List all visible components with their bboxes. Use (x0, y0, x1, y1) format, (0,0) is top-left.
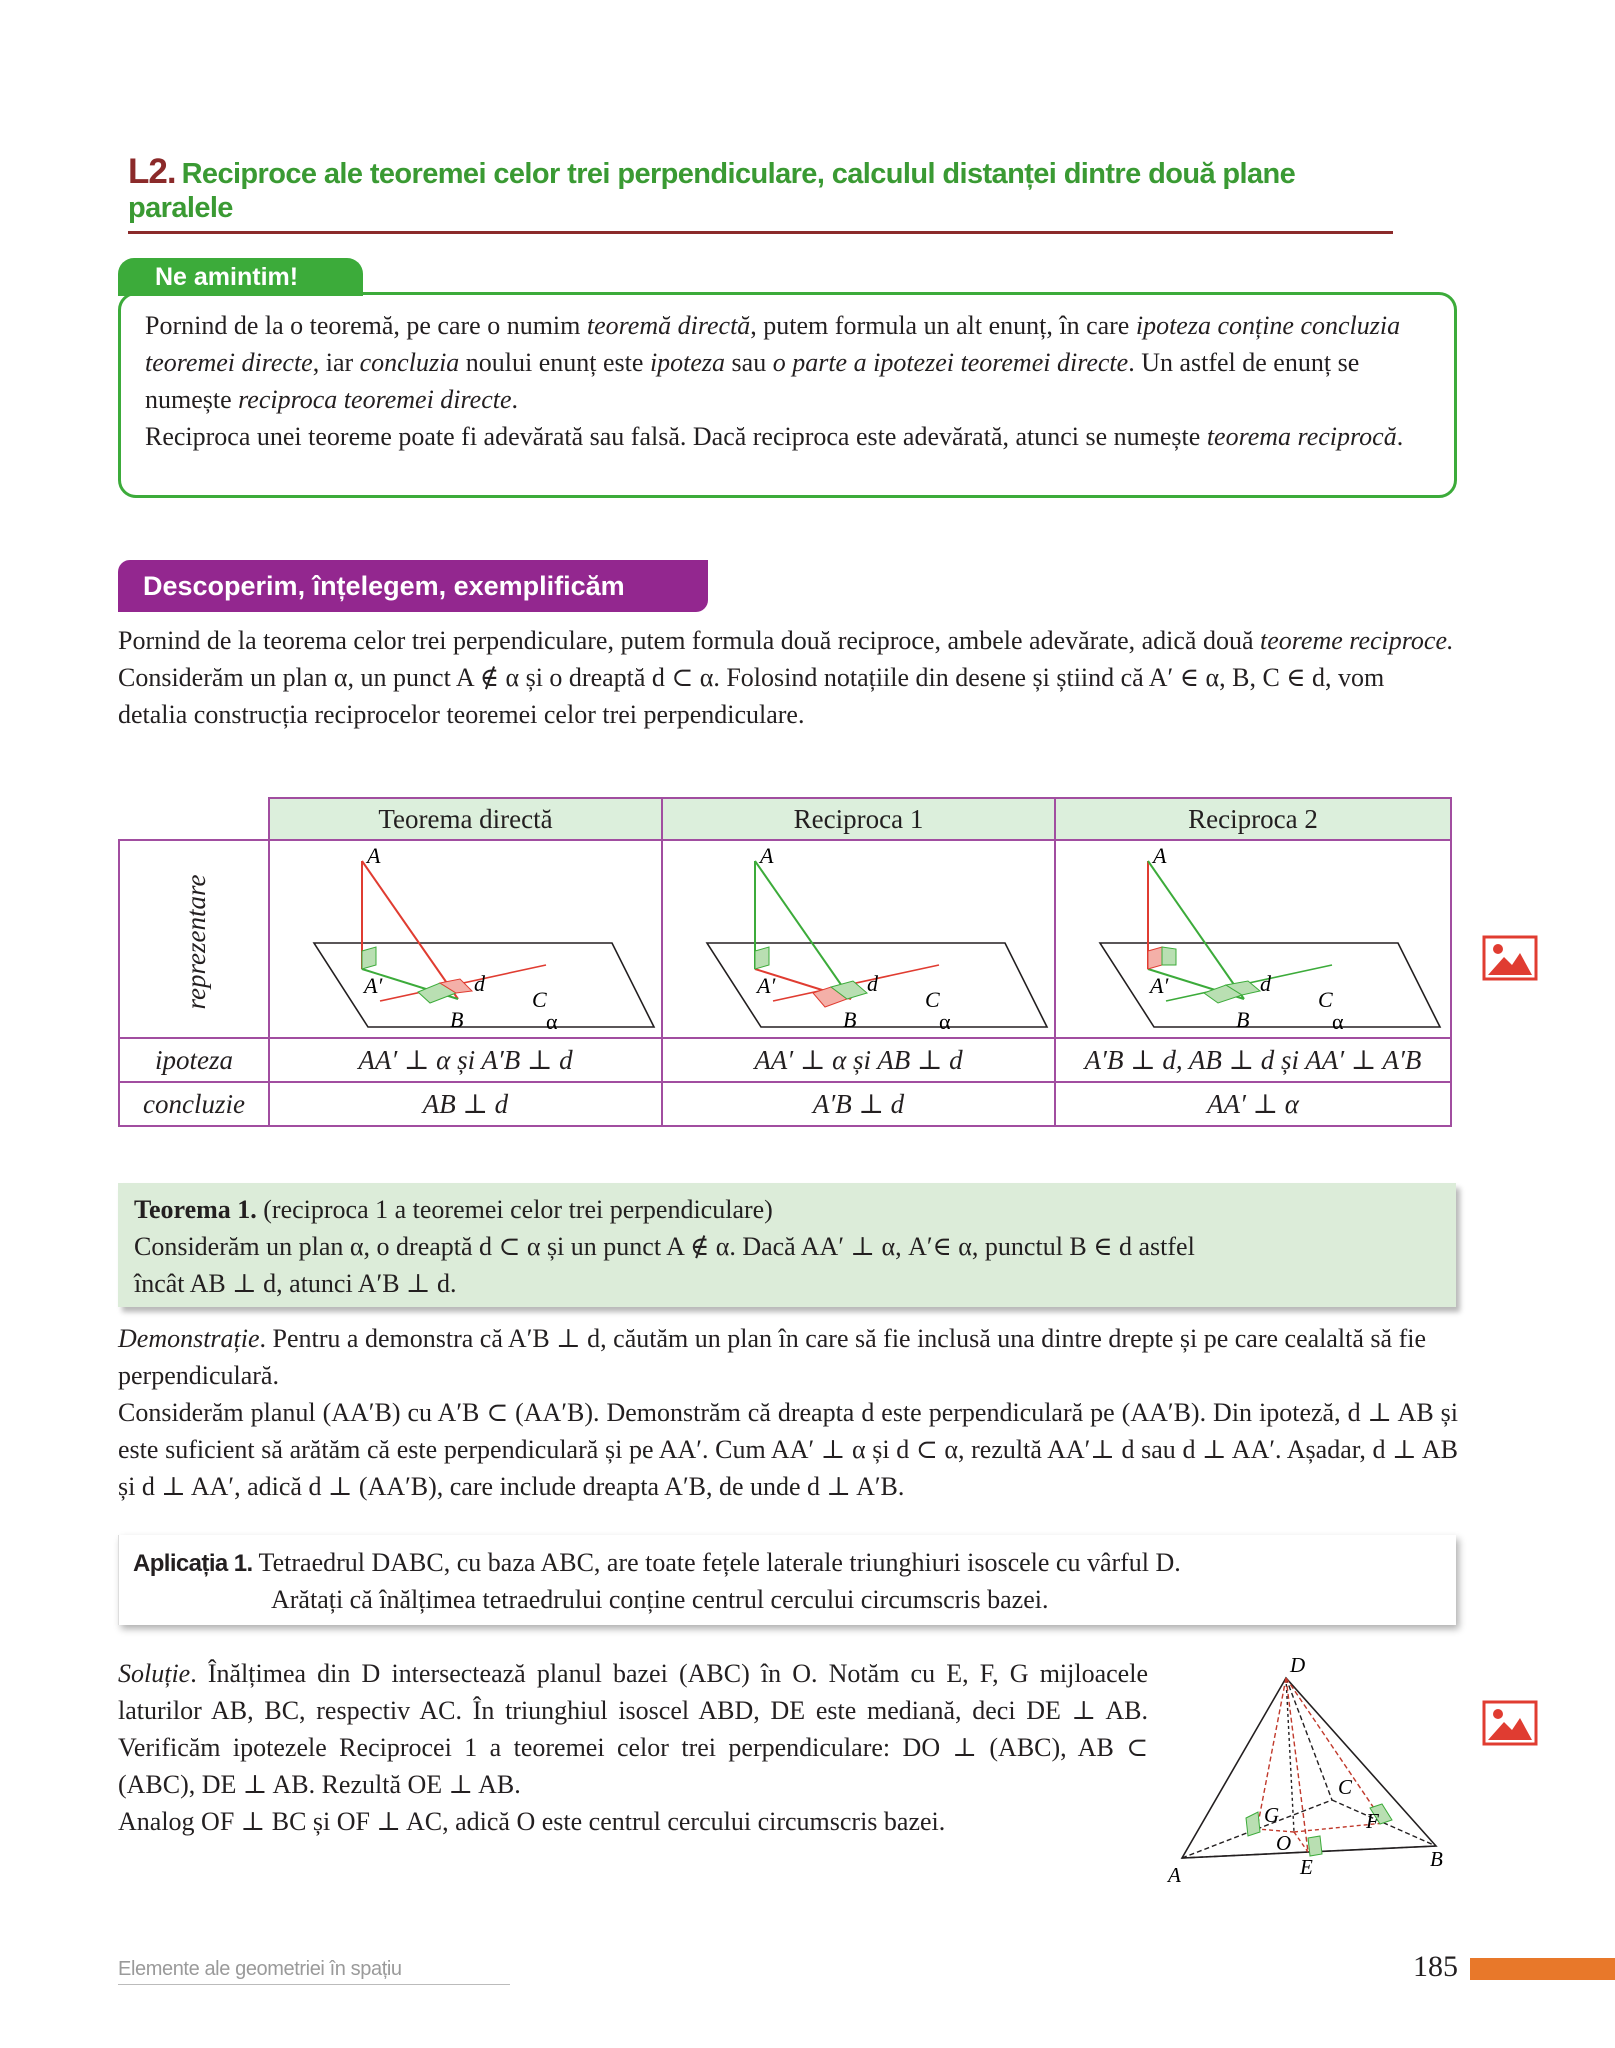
proof (118, 1320, 1458, 1505)
tetra-label-B: B (1430, 1847, 1443, 1871)
fig1-label-B: B (450, 1007, 464, 1032)
hypothesis-direct: AA′ ⊥ α și A′B ⊥ d (268, 1037, 663, 1083)
fig2-label-B: B (843, 1007, 857, 1032)
fig3-label-A-prime: A′ (1150, 973, 1169, 998)
application-box (118, 1535, 1456, 1625)
column-header-reciprocal-2: Reciproca 2 (1054, 797, 1452, 841)
proof-paragraph-2: Considerăm planul (AA′B) cu A′B ⊂ (AA′B). Demonstrăm că dreapta d este perpendiculară pe (AA′B). Din ipoteză, d ⊥ AB și este suficient să arătăm că este perpendiculară și pe AA′. Cum AA′ ⊥ α și d ⊂ α, rezultă AA′⊥ d sau d ⊥ AA′. Așadar, d ⊥ AB și d ⊥ AA′, adică d ⊥ (AA′B), care include dreapta A′B, de unde d ⊥ A′B. (118, 1398, 1458, 1501)
solution-paragraph: Soluție. Înălțimea din D intersectează planul bazei (ABC) în O. Notăm cu E, F, G mijloacele laturilor AB, BC, respectiv AC. În triunghiul isoscel ABD, DE este mediană, deci DE ⊥ AB. Verificăm ipotezele Reciprocei 1 a teoremei celor trei perpendiculare: DO ⊥ (ABC), AB ⊂ (ABC), DE ⊥ AB. Rezultă OE ⊥ AB. (118, 1659, 1148, 1799)
page-number: 185 (1413, 1950, 1458, 1983)
fig2-label-d: d (867, 971, 878, 996)
lesson-code: L2. (128, 152, 176, 191)
tetra-label-C: C (1338, 1775, 1353, 1799)
theorem-line-2: Considerăm un plan α, o dreaptă d ⊂ α și un punct A ∉ α. Dacă AA′ ⊥ α, A′∈ α, punctul B ∈ d astfel (134, 1232, 1195, 1261)
application-line-1: Aplicația 1. Tetraedrul DABC, cu baza ABC, are toate fețele laterale triunghiuri isoscele cu vârful D. (133, 1548, 1181, 1577)
fig1-label-C: C (532, 987, 547, 1012)
fig3-label-C: C (1318, 987, 1333, 1012)
theorem-title: Teorema 1. (reciproca 1 a teoremei celor trei perpendiculare) (134, 1195, 773, 1224)
conclusion-reciprocal-2: AA′ ⊥ α (1054, 1081, 1452, 1127)
fig3-label-alpha: α (1332, 1009, 1344, 1034)
tetra-label-A: A (1168, 1863, 1181, 1887)
figure-reciprocal-2 (1054, 839, 1452, 1039)
tetrahedron-figure (1160, 1650, 1460, 1890)
solution-last-line: Analog OF ⊥ BC și OF ⊥ AC, adică O este centrul cercului circumscris bazei. (118, 1807, 946, 1836)
column-header-reciprocal-1: Reciproca 1 (661, 797, 1056, 841)
proof-paragraph-1: Demonstrație. Pentru a demonstra că A′B ⊥ d, căutăm un plan în care să fie inclusă una dintre drepte și pe care cealaltă să fie perpendiculară. (118, 1324, 1426, 1390)
theorem-line-3: încât AB ⊥ d, atunci A′B ⊥ d. (134, 1269, 457, 1298)
fig1-label-A: A (367, 843, 381, 868)
recall-paragraph-1: Pornind de la o teoremă, pe care o numim teoremă directă, putem formula un alt enunț, în care ipoteza conține concluzia teoremei directe, iar concluzia noului enunț este ipoteza sau o parte a ipotezei teoremei directe. Un astfel de enunț se numește reciproca teoremei directe. (145, 311, 1401, 414)
image-icon[interactable] (1482, 1700, 1538, 1746)
fig1-label-alpha: α (546, 1009, 558, 1034)
fig2-label-C: C (925, 987, 940, 1012)
fig3-label-B: B (1236, 1007, 1250, 1032)
row-label-figure: reprezentare (181, 874, 211, 1010)
row-label-conclusion: concluzie (118, 1081, 270, 1127)
figure-direct-theorem (268, 839, 663, 1039)
hypothesis-reciprocal-1: AA′ ⊥ α și AB ⊥ d (661, 1037, 1056, 1083)
section-intro (118, 622, 1458, 733)
recall-box (118, 292, 1457, 498)
theorem-box (118, 1183, 1456, 1307)
intro-paragraph-2: Considerăm un plan α, un punct A ∉ α și o dreaptă d ⊂ α. Folosind notațiile din desene și știind că A′ ∈ α, B, C ∈ d, vom detalia construcția reciprocelor teoremei celor trei perpendiculare. (118, 663, 1385, 729)
recall-paragraph-2: Reciproca unei teoreme poate fi adevărată sau falsă. Dacă reciproca este adevărată, atunci se numește teorema reciprocă. (145, 422, 1404, 451)
recall-tab: Ne amintim! (118, 258, 363, 296)
tetra-label-G: G (1264, 1803, 1280, 1827)
fig2-label-A: A (760, 843, 774, 868)
row-label-hypothesis: ipoteza (118, 1037, 270, 1083)
tetra-label-D: D (1290, 1653, 1306, 1677)
fig3-label-A: A (1153, 843, 1167, 868)
solution (118, 1655, 1148, 1840)
tetra-label-O: O (1276, 1831, 1292, 1855)
lesson-heading: Reciproce ale teoremei celor trei perpendiculare, calculul distanței dintre două plane paralele (128, 158, 1296, 224)
page-accent-bar (1470, 1958, 1615, 1980)
application-line-2: Arătați că înălțimea tetraedrului conține centrul cercului circumscris bazei. (271, 1585, 1049, 1614)
tetra-label-F: F (1366, 1809, 1379, 1833)
tetra-label-E: E (1300, 1855, 1313, 1879)
section-heading: Descoperim, înțelegem, exemplificăm (118, 560, 708, 612)
image-icon[interactable] (1482, 935, 1538, 981)
fig2-label-alpha: α (939, 1009, 951, 1034)
row-label-figure-cell (118, 839, 270, 1039)
hypothesis-reciprocal-2: A′B ⊥ d, AB ⊥ d și AA′ ⊥ A′B (1054, 1037, 1452, 1083)
theorems-table (118, 797, 1452, 1127)
fig3-label-d: d (1260, 971, 1271, 996)
intro-paragraph-1: Pornind de la teorema celor trei perpendiculare, putem formula două reciproce, ambele adevărate, adică două teoreme reciproce. (118, 626, 1454, 655)
conclusion-direct: AB ⊥ d (268, 1081, 663, 1127)
figure-reciprocal-1 (661, 839, 1056, 1039)
lesson-title (128, 152, 1393, 234)
footer-chapter-title: Elemente ale geometriei în spațiu (118, 1958, 510, 1985)
column-header-direct: Teorema directă (268, 797, 663, 841)
fig1-label-A-prime: A′ (364, 973, 383, 998)
fig2-label-A-prime: A′ (757, 973, 776, 998)
fig1-label-d: d (474, 971, 485, 996)
conclusion-reciprocal-1: A′B ⊥ d (661, 1081, 1056, 1127)
